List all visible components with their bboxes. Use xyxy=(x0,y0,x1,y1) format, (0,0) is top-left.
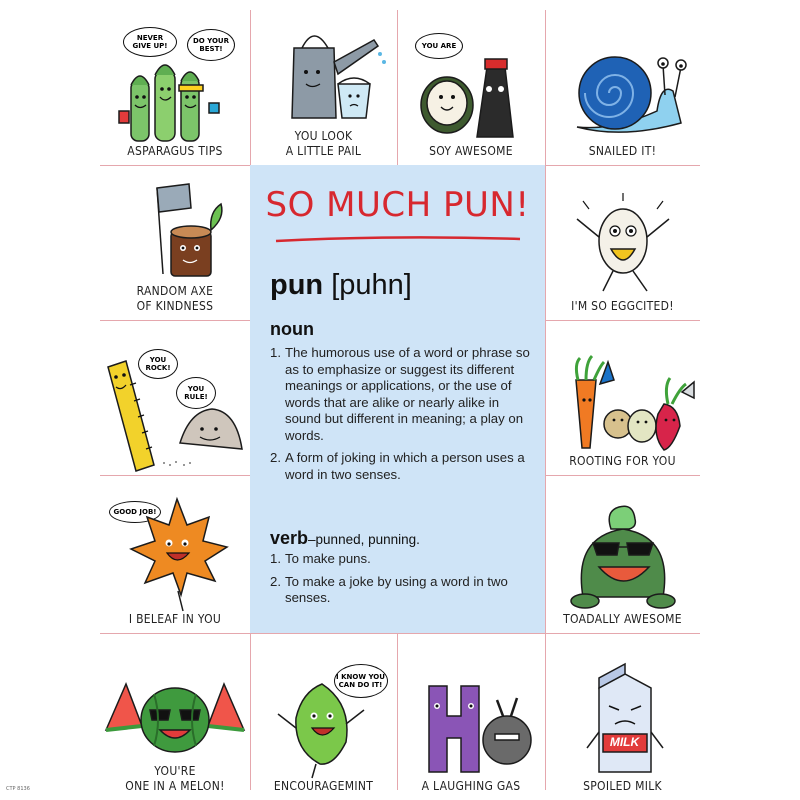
definition-number: 2. xyxy=(270,573,281,589)
headword xyxy=(270,269,412,302)
pun-cell-snail xyxy=(545,0,700,165)
pun-label: TOADALLY AWESOME xyxy=(563,612,682,626)
definition-number: 1. xyxy=(270,345,281,360)
title-underline xyxy=(274,233,524,247)
excited-egg-illustration xyxy=(553,179,693,299)
pun-cell-rooting xyxy=(545,320,700,475)
mint-leaf-illustration xyxy=(254,654,394,779)
sushi-and-soy-sauce-illustration xyxy=(401,19,541,144)
ruler-and-rock-illustration xyxy=(100,325,250,475)
pun-cell-melon xyxy=(100,633,250,800)
pun-label: YOU LOOK A LITTLE PAIL xyxy=(285,129,362,158)
watering-can-and-pail-illustration xyxy=(254,14,394,129)
asparagus-illustration xyxy=(105,19,245,144)
verb-label: verb xyxy=(270,528,309,548)
definition-item xyxy=(270,450,538,483)
speech-bubble: YOU RULE! xyxy=(176,377,216,409)
pun-label: RANDOM AXE OF KINDNESS xyxy=(136,284,214,313)
definition-number: 2. xyxy=(270,450,281,465)
noun-label: noun xyxy=(270,319,314,339)
pronunciation: [puhn] xyxy=(331,269,412,301)
pun-cell-frog xyxy=(545,475,700,633)
pun-cell-mint xyxy=(250,633,397,800)
verb-forms: –punned, punning. xyxy=(308,532,420,547)
definition-number: 1. xyxy=(270,551,281,566)
snail-illustration xyxy=(553,19,693,144)
speech-bubble: I KNOW YOU CAN DO IT! xyxy=(334,664,388,698)
speech-bubble: NEVER GIVE UP! xyxy=(123,27,177,57)
definition-text: A form of joking in which a person uses a word in two senses. xyxy=(285,450,525,482)
root-vegetables-illustration xyxy=(548,344,698,454)
definition-item xyxy=(270,551,538,568)
definition-panel xyxy=(250,165,545,633)
pun-cell-milk xyxy=(545,633,700,800)
headword-text: pun xyxy=(270,269,324,301)
pun-cell-leaf xyxy=(100,475,250,633)
milk-carton-illustration xyxy=(553,654,693,779)
pun-cell-asparagus xyxy=(100,0,250,165)
noun-definitions xyxy=(270,345,538,489)
pun-label: SPOILED MILK xyxy=(583,779,662,793)
frog-with-sunglasses-illustration xyxy=(553,497,693,612)
pun-cell-pail xyxy=(250,0,397,165)
verb-definitions xyxy=(270,551,538,613)
pun-label: ENCOURAGEMINT xyxy=(273,779,374,793)
definition-text: The humorous use of a word or phrase so as to emphasize or suggest its different meanings or applications, or the use of words that are alike or nearly alike in sound but different in meaning; a play on words. xyxy=(285,345,530,443)
definition-text: To make puns. xyxy=(285,551,371,566)
pun-cell-axe xyxy=(100,165,250,320)
definition-item xyxy=(270,345,538,444)
poster-title: SO MUCH PUN! xyxy=(265,185,530,225)
pun-label: ASPARAGUS TIPS xyxy=(127,144,223,158)
copyright-mark: CTP 8136 xyxy=(6,786,30,792)
definition-text: To make a joke by using a word in two senses. xyxy=(285,573,508,605)
pun-label: YOU'RE ONE IN A MELON! xyxy=(125,764,225,793)
speech-bubble: DO YOUR BEST! xyxy=(187,29,235,61)
speech-bubble: GOOD JOB! xyxy=(109,501,161,523)
watermelon-illustration xyxy=(102,664,248,764)
pun-label: SOY AWESOME xyxy=(429,144,513,158)
pun-label: SNAILED IT! xyxy=(588,144,657,158)
log-with-flag-illustration xyxy=(105,174,245,284)
speech-bubble: YOU ARE xyxy=(415,33,463,59)
definition-item xyxy=(270,574,538,607)
milk-label-text: MILK xyxy=(609,735,640,749)
pun-cell-ruler xyxy=(100,320,250,475)
pun-cell-egg xyxy=(545,165,700,320)
pun-label: ROOTING FOR YOU xyxy=(569,454,676,468)
pun-label: I BELEAF IN YOU xyxy=(128,612,222,626)
pun-label: A LAUGHING GAS xyxy=(421,779,521,793)
maple-leaf-illustration xyxy=(105,487,245,612)
verb-heading xyxy=(270,528,420,549)
helium-letters-illustration xyxy=(401,654,541,779)
pun-label: I'M SO EGGCITED! xyxy=(571,299,674,313)
pun-cell-gas xyxy=(397,633,545,800)
speech-bubble: YOU ROCK! xyxy=(138,349,178,379)
pun-cell-soy xyxy=(397,0,545,165)
